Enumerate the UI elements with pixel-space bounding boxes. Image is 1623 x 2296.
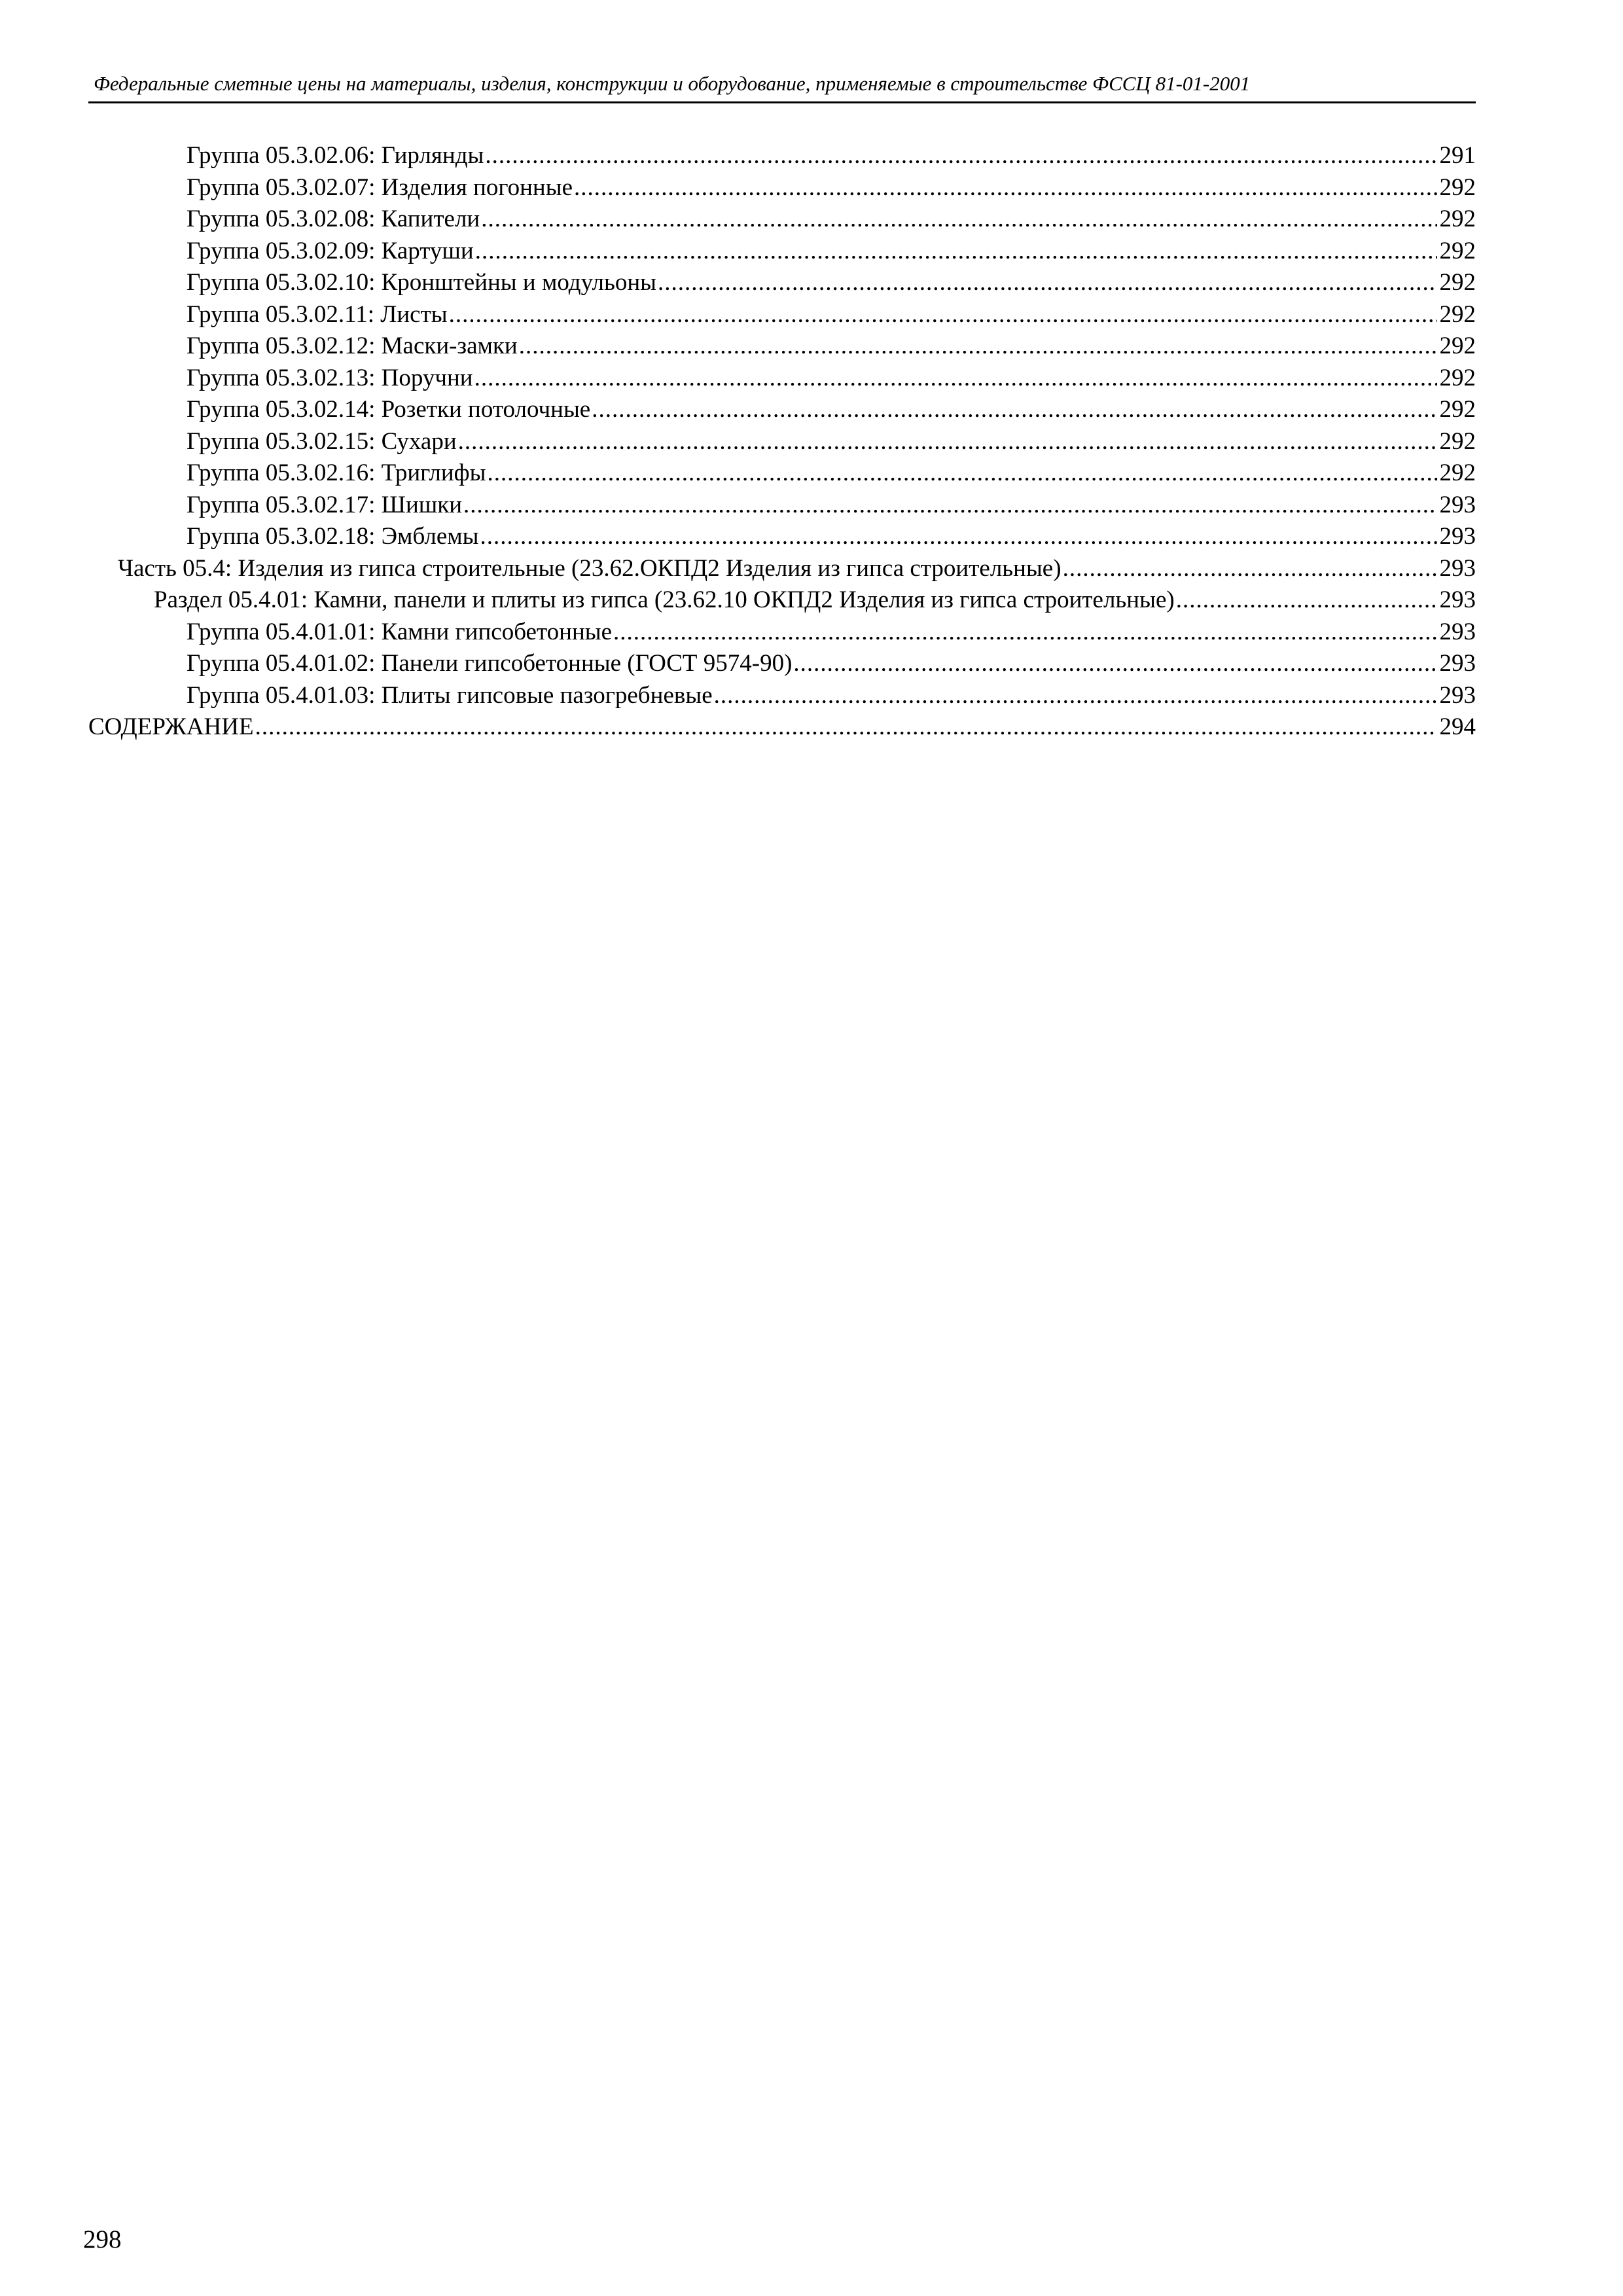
toc-entry-page: 292	[1439, 206, 1476, 232]
toc-entry-page: 291	[1439, 142, 1476, 169]
toc-entry-page: 293	[1439, 523, 1476, 550]
toc-entry-page: 292	[1439, 269, 1476, 296]
toc-entry[interactable]	[88, 648, 1476, 680]
toc-entry-page: 293	[1439, 554, 1476, 582]
toc-entry-page: 292	[1439, 459, 1476, 486]
toc-entry-label: Раздел 05.4.01: Камни, панели и плиты из гипса (23.62.10 ОКПД2 Изделия из гипса строительные)	[154, 586, 1175, 613]
toc-entry[interactable]	[88, 490, 1476, 522]
toc-entry[interactable]	[88, 394, 1476, 426]
table-of-contents	[88, 140, 1476, 744]
toc-dot-leader	[458, 426, 1437, 458]
toc-entry-page: 293	[1439, 586, 1476, 613]
toc-entry-label: Группа 05.3.02.09: Картуши	[187, 237, 474, 264]
toc-dot-leader	[449, 299, 1437, 331]
toc-entry-label: Часть 05.4: Изделия из гипса строительные (23.62.ОКПД2 Изделия из гипса строительные)	[118, 554, 1061, 582]
toc-dot-leader	[475, 236, 1437, 268]
toc-entry[interactable]	[88, 140, 1476, 172]
toc-entry-page: 292	[1439, 364, 1476, 391]
toc-dot-leader	[1176, 584, 1437, 617]
toc-dot-leader	[613, 617, 1436, 649]
toc-entry-label: Группа 05.3.02.16: Триглифы	[187, 459, 486, 486]
toc-entry[interactable]	[88, 457, 1476, 490]
toc-dot-leader	[1063, 553, 1437, 585]
toc-entry-page: 292	[1439, 332, 1476, 359]
running-header	[88, 71, 1476, 103]
toc-entry-label: Группа 05.3.02.13: Поручни	[187, 364, 473, 391]
toc-dot-leader	[714, 680, 1437, 712]
toc-entry[interactable]	[88, 584, 1476, 617]
toc-entry-page: 293	[1439, 650, 1476, 677]
toc-entry-page: 293	[1439, 681, 1476, 709]
toc-entry-page: 292	[1439, 237, 1476, 264]
toc-entry[interactable]	[88, 426, 1476, 458]
toc-entry-page: 292	[1439, 396, 1476, 423]
toc-entry[interactable]	[88, 363, 1476, 395]
toc-dot-leader	[485, 140, 1436, 172]
toc-dot-leader	[463, 490, 1436, 522]
toc-dot-leader	[255, 711, 1437, 744]
toc-entry[interactable]	[88, 521, 1476, 553]
toc-dot-leader	[488, 457, 1437, 490]
toc-entry[interactable]	[88, 331, 1476, 363]
toc-entry[interactable]	[88, 299, 1476, 331]
toc-entry[interactable]	[88, 711, 1476, 744]
toc-dot-leader	[574, 172, 1436, 204]
toc-dot-leader	[519, 331, 1437, 363]
toc-entry[interactable]	[88, 553, 1476, 585]
toc-entry-label: Группа 05.3.02.08: Капители	[187, 206, 480, 232]
toc-dot-leader	[481, 204, 1436, 236]
page-number: 298	[83, 2225, 122, 2253]
toc-entry-label: Группа 05.3.02.14: Розетки потолочные	[187, 396, 591, 423]
toc-entry-page: 292	[1439, 300, 1476, 328]
toc-entry-label: Группа 05.4.01.02: Панели гипсобетонные (ГОСТ 9574-90)	[187, 650, 793, 677]
toc-entry-label: Группа 05.4.01.03: Плиты гипсовые пазогребневые	[187, 681, 713, 709]
toc-entry-label: Группа 05.3.02.11: Листы	[187, 300, 448, 328]
toc-entry-label: Группа 05.3.02.10: Кронштейны и модульоны	[187, 269, 656, 296]
toc-entry-label: Группа 05.3.02.07: Изделия погонные	[187, 173, 573, 201]
toc-entry-page: 294	[1439, 713, 1476, 740]
toc-dot-leader	[658, 267, 1437, 299]
toc-entry-page: 293	[1439, 491, 1476, 518]
toc-entry-label: Группа 05.3.02.18: Эмблемы	[187, 523, 479, 550]
running-header-title: Федеральные сметные цены на материалы, изделия, конструкции и оборудование, применяемые в строительстве ФССЦ 81-01-2001	[94, 72, 1251, 95]
toc-dot-leader	[793, 648, 1436, 680]
toc-entry-label: СОДЕРЖАНИЕ	[88, 713, 254, 740]
toc-entry[interactable]	[88, 172, 1476, 204]
toc-entry[interactable]	[88, 204, 1476, 236]
toc-entry[interactable]	[88, 680, 1476, 712]
toc-entry[interactable]	[88, 617, 1476, 649]
toc-dot-leader	[592, 394, 1436, 426]
toc-entry-page: 292	[1439, 427, 1476, 455]
toc-entry-page: 292	[1439, 173, 1476, 201]
toc-entry-page: 293	[1439, 618, 1476, 645]
toc-entry-label: Группа 05.3.02.06: Гирлянды	[187, 142, 484, 169]
toc-entry[interactable]	[88, 236, 1476, 268]
toc-entry-label: Группа 05.3.02.15: Сухари	[187, 427, 457, 455]
toc-dot-leader	[480, 521, 1437, 553]
toc-entry-label: Группа 05.3.02.12: Маски-замки	[187, 332, 518, 359]
toc-entry[interactable]	[88, 267, 1476, 299]
toc-entry-label: Группа 05.3.02.17: Шишки	[187, 491, 463, 518]
toc-dot-leader	[474, 363, 1437, 395]
toc-entry-label: Группа 05.4.01.01: Камни гипсобетонные	[187, 618, 613, 645]
